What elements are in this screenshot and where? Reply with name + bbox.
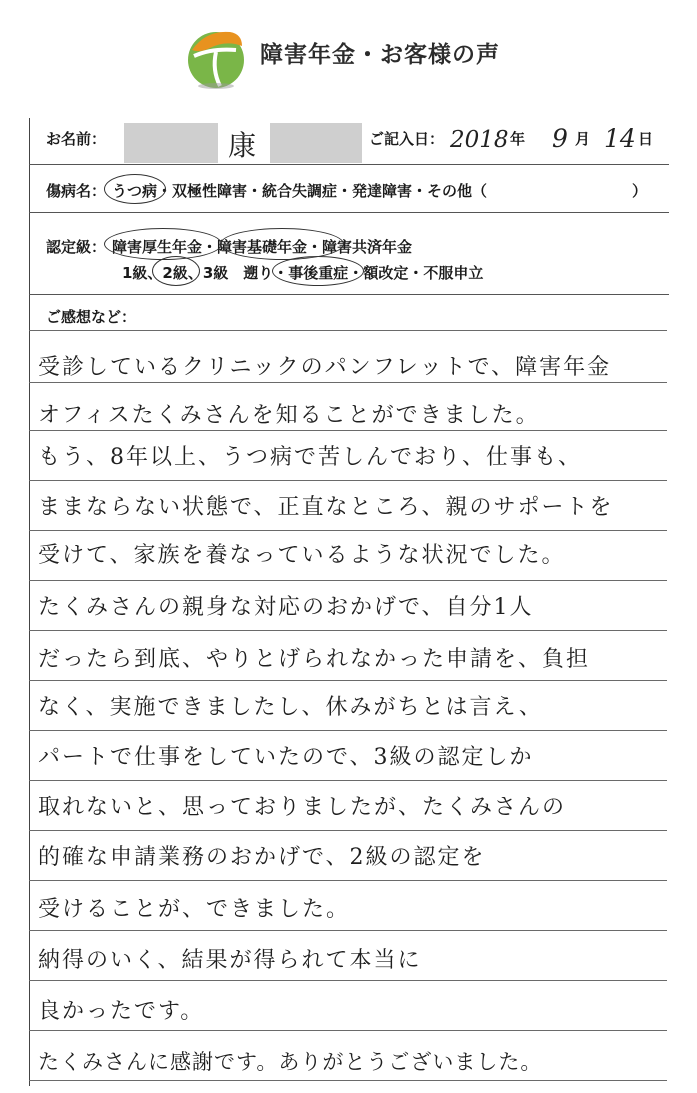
- rule-line: [29, 880, 667, 881]
- comment-line: 受けて、家族を養なっているような状況でした。: [38, 543, 566, 568]
- illness-close: ）: [632, 182, 648, 200]
- comment-line: ままならない状態で、正直なところ、親のサポートを: [38, 495, 614, 520]
- illness-selected-mark: [104, 174, 166, 204]
- date-year: 2018: [450, 127, 509, 153]
- comment-line: 受けることが、できました。: [38, 897, 351, 922]
- rule-line: [29, 580, 667, 581]
- comment-line: もう、8年以上、うつ病で苦しんでおり、仕事も、: [38, 445, 582, 470]
- illness-label: 傷病名：: [46, 182, 107, 200]
- rule-line: [29, 480, 667, 481]
- rule-line: [29, 930, 667, 931]
- rule-line: [29, 530, 667, 531]
- comment-line: 良かったです。: [38, 999, 205, 1024]
- name-redacted-last: [270, 123, 362, 163]
- rule-line: [29, 830, 667, 831]
- comment-line: 納得のいく、結果が得られて本当に: [38, 948, 422, 973]
- comment-line: オフィスたくみさんを知ることができました。: [38, 403, 540, 428]
- rule-line: [29, 382, 667, 383]
- claim-type-mark: [272, 256, 364, 286]
- month-unit: 月: [575, 130, 591, 148]
- cert-grades: 1級、2級、3級 遡り・事後重症・額改定・不服申立: [122, 264, 484, 282]
- comment-line: 取れないと、思っておりましたが、たくみさんの: [38, 795, 567, 820]
- comment-line: なく、実施できましたし、休みがちとは言え、: [38, 695, 543, 720]
- rule-line: [29, 630, 667, 631]
- comment-line: たくみさんに感謝です。ありがとうございました。: [38, 1050, 543, 1074]
- rule-line: [29, 980, 667, 981]
- rule-line: [29, 1080, 667, 1081]
- year-unit: 年: [510, 130, 526, 148]
- comment-line: だったら到底、やりとげられなかった申請を、負担: [38, 647, 591, 672]
- comment-line: 的確な申請業務のおかげで、2級の認定を: [38, 845, 486, 870]
- date-day: 14: [604, 124, 636, 153]
- rule-line: [29, 780, 667, 781]
- comment-line: パートで仕事をしていたので、3級の認定しか: [38, 745, 534, 770]
- header: [0, 0, 697, 110]
- date-label: ご記入日：: [369, 130, 445, 148]
- name-middle: 康: [228, 129, 257, 162]
- name-redacted-first: [124, 123, 218, 163]
- cert-type-mark-1: [104, 228, 222, 260]
- page-title: 障害年金・お客様の声: [260, 42, 500, 68]
- logo-icon: [186, 26, 246, 90]
- name-label: お名前：: [46, 130, 107, 148]
- rule-line: [29, 330, 667, 331]
- cert-label: 認定級：: [46, 238, 107, 256]
- rule-line: [29, 1030, 667, 1031]
- day-unit: 日: [638, 130, 654, 148]
- grade-mark: [152, 256, 200, 286]
- rule-line: [29, 730, 667, 731]
- rule-line: [29, 680, 667, 681]
- illness-options: うつ病・双極性障害・統合失調症・発達障害・その他（: [112, 182, 488, 200]
- comment-line: たくみさんの親身な対応のおかげで、自分1人: [38, 595, 534, 620]
- date-month: 9: [552, 124, 568, 153]
- cert-types: 障害厚生年金・障害基礎年金・障害共済年金: [112, 238, 413, 256]
- comment-line: 受診しているクリニックのパンフレットで、障害年金: [38, 355, 612, 380]
- cert-type-mark-2: [220, 228, 344, 260]
- comments-label: ご感想など：: [46, 308, 137, 326]
- rule-line: [29, 430, 667, 431]
